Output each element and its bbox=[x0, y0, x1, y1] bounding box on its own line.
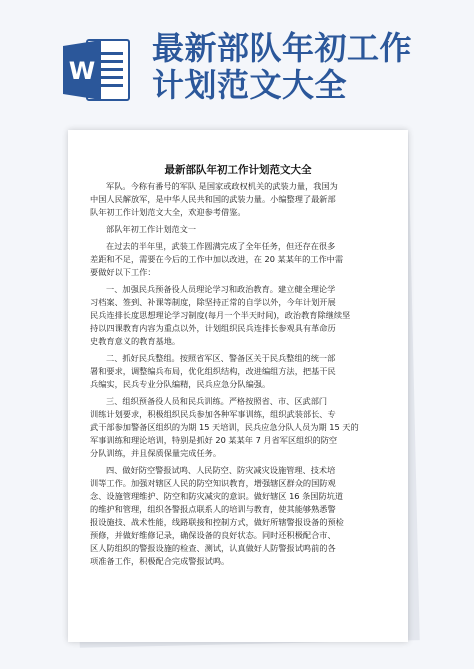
text-line: 中国人民解放军，是中华人民共和国的武装力量。小编整理了最新部 bbox=[90, 194, 336, 204]
text-line: 持以四课教育内容为重点以外，计划组织民兵连排长参观具有革命历 bbox=[90, 323, 336, 333]
word-letter: W bbox=[68, 57, 96, 85]
text-line: 习档案、签到、补课等制度，除坚持正常的自学以外，今年计划开展 bbox=[90, 297, 336, 307]
text-line: 的维护和管理，组织各警报点联系人的培训与教育，使其能够熟悉警 bbox=[90, 504, 336, 514]
text-line: 报设施技、战术性能，线路联接和控制方式，做好所辖警报设备的预检 bbox=[90, 517, 344, 527]
text-line: 队年初工作计划范文大全，欢迎参考借鉴。 bbox=[90, 207, 246, 217]
text-line: 三、组织预备役人员和民兵训练。严格按照省、市、区武部门 bbox=[106, 396, 328, 406]
paragraph bbox=[90, 352, 390, 391]
text-line: 预修，并做好维修记录，确保设备的良好状态。同时还积极配合市、 bbox=[90, 530, 336, 540]
text-line: 分队训练，并且保质保量完成任务。 bbox=[90, 448, 222, 458]
paragraph bbox=[90, 240, 390, 279]
text-line: 史教育意义的教育基地。 bbox=[90, 336, 181, 346]
text-line: 军事训练和理论培训，特别是抓好 20 某某年 7 月省军区组织的防空 bbox=[90, 435, 338, 445]
text-line: 项准备工作，积极配合完成警报试鸣。 bbox=[90, 556, 230, 566]
text-line: 一、加强民兵预备役人员理论学习和政治教育。建立健全理论学 bbox=[106, 284, 336, 294]
paragraph bbox=[90, 464, 390, 568]
text-line: 署和要求，调整编兵布局，优化组织结构，改进编组方法，把基干民 bbox=[90, 366, 336, 376]
text-line: 要做好以下工作： bbox=[90, 267, 156, 277]
document-title: 最新部队年初工作计划范文大全 bbox=[164, 164, 312, 176]
text-line: 部队年初工作计划范文一 bbox=[106, 224, 197, 234]
text-line: 二、抓好民兵整组。按照省军区、警备区关于民兵整组的统一部 bbox=[106, 353, 336, 363]
text-line: 念、设施管理维护、防空和防灾减灾的意识。做好辖区 16 条国防坑道 bbox=[90, 491, 344, 501]
text-line: 武干部参加警备区组织的为期 15 天培训，民兵应急分队人员为期 15 天的 bbox=[90, 422, 359, 432]
text-line: 训等工作。加强对辖区人民的防空知识教育，增强辖区群众的国防观 bbox=[90, 478, 336, 488]
paragraph bbox=[90, 395, 390, 460]
banner-title-line-2: 计划范文大全 bbox=[152, 66, 348, 104]
text-line: 训练计划要求，积极组织民兵参加各种军事训练，组织武装部长、专 bbox=[90, 409, 336, 419]
text-line: 民兵连排长度思想理论学习制度(每月一个半天时间)，政治教育除继续坚 bbox=[90, 310, 351, 320]
text-line: 四、做好防空警报试鸣、人民防空、防灾减灾设施管理、技术培 bbox=[106, 465, 336, 475]
paragraph bbox=[90, 283, 390, 348]
banner-title-line-1: 最新部队年初工作 bbox=[152, 29, 413, 67]
text-line: 军队。今称有番号的军队 是国家或政权机关的武装力量，我国为 bbox=[106, 181, 338, 191]
banner-title bbox=[152, 30, 452, 104]
text-line: 兵编实，民兵专业分队编精，民兵应急分队编强。 bbox=[90, 379, 271, 389]
text-line: 区人防组织的警报设施的检查、测试，认真做好人防警报试鸣前的各 bbox=[90, 543, 336, 553]
paragraph bbox=[90, 180, 390, 219]
document-body bbox=[90, 180, 390, 568]
text-line: 差距和不足，需要在今后的工作中加以改进，在 20 某某年的工作中需 bbox=[90, 254, 344, 264]
banner bbox=[0, 0, 474, 120]
paragraph bbox=[90, 223, 390, 236]
document-page bbox=[68, 130, 408, 642]
word-document-icon bbox=[63, 38, 131, 102]
text-line: 在过去的半年里，武装工作圆满完成了全年任务，但还存在很多 bbox=[106, 241, 336, 251]
